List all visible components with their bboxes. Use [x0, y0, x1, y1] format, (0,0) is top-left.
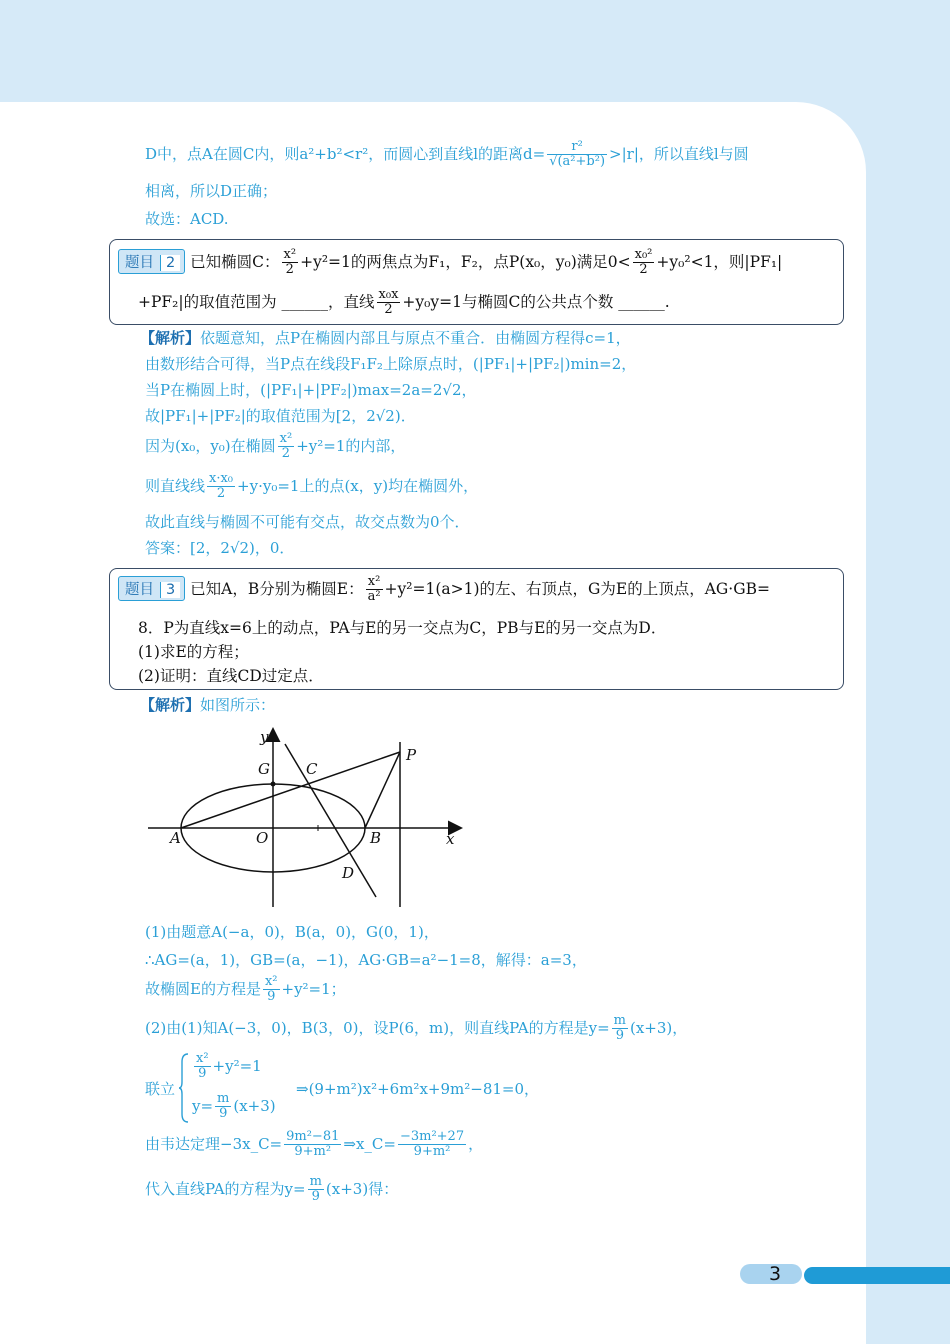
top-solution-line2: 相离，所以D正确；: [145, 182, 278, 200]
top-solution-line1: D中，点A在圆C内，则a²+b²<r²，而圆心到直线l的距离d= $\frac{\text{r²}}{\text{√(a²+b²)}}$ >|r|，所以直线l与圆: [145, 139, 749, 170]
page-number-bar: [740, 1264, 950, 1284]
label-g: G: [258, 760, 270, 778]
solution3-step7: 代入直线PA的方程为y= $\frac{m}{9}$ (x+3)得：: [145, 1174, 399, 1205]
problem3-box: [109, 568, 844, 690]
label-o: O: [256, 829, 269, 847]
solution2-line2: 由数形结合可得，当P点在线段F₁F₂上除原点时，(|PF₁|+|PF₂|)min=2，: [145, 355, 637, 373]
label-b: B: [370, 829, 382, 847]
solution2-line7: 故此直线与椭圆不可能有交点，故交点数为0个．: [145, 513, 470, 531]
solution3-step3: 故椭圆E的方程是 $\frac{\text{x²}}{9}$ +y²=1；: [145, 974, 346, 1005]
line-pa: [181, 752, 400, 828]
solution2-answer: 答案：[2，2√2)，0．: [145, 539, 295, 557]
solution3-step6: 由韦达定理−3x_C= $\frac{\text{9m²−81}}{\text{9+m²}}$ ⇒x_C= $\frac{\text{−3m²+27}}{\text{9+m²}}$ ，: [145, 1129, 484, 1160]
solution3-step1: (1)由题意A(−a，0)，B(a，0)，G(0，1)，: [145, 923, 439, 941]
problem3-line1: 题目 3 已知A，B分别为椭圆E： $\frac{\text{x²}}{\text{a²}}$ +y²=1(a>1)的左、右顶点，G为E的上顶点，AG·GB=: [118, 575, 770, 605]
line-pb: [365, 752, 400, 828]
solution3-system-eq2: y= $\frac{m}{9}$ (x+3): [192, 1091, 276, 1122]
line-cd: [285, 744, 376, 897]
solution3-step4: (2)由(1)知A(−3，0)，B(3，0)，设P(6，m)，则直线PA的方程是y= $\frac{m}{9}$ (x+3)，: [145, 1013, 688, 1044]
solution3-step2: ∴AG=(a，1)，GB=(a，−1)，AG·GB=a²−1=8，解得：a=3，: [145, 951, 587, 969]
solution3-system-result: ⇒(9+m²)x²+6m²x+9m²−81=0，: [296, 1080, 540, 1098]
problem3-line2: 8．P为直线x=6上的动点，PA与E的另一交点为C，PB与E的另一交点为D．: [138, 619, 667, 637]
label-a: A: [170, 829, 181, 847]
problem3-line4: (2)证明：直线CD过定点．: [138, 667, 324, 685]
problem3-line3: (1)求E的方程；: [138, 643, 249, 661]
solution3-system-eq1: $\frac{\text{x²}}{9}$ +y²=1: [196, 1051, 262, 1082]
problem2-box: [109, 239, 844, 325]
problem2-tag: 题目 2: [118, 249, 185, 274]
problem3-tag: 题目 3: [118, 576, 185, 601]
top-solution-line3: 故选：ACD.: [145, 210, 229, 228]
label-p: P: [406, 746, 417, 764]
solution2-line6: 则直线线 $\frac{\text{x·x₀}}{2}$ +y·y₀=1上的点(x，y)均在椭圆外，: [145, 471, 479, 502]
solution2-line4: 故|PF₁|+|PF₂|的取值范围为[2，2√2)．: [145, 407, 416, 425]
solution2-line1: 【解析】依题意知，点P在椭圆内部且与原点不重合．由椭圆方程得c=1，: [140, 329, 631, 347]
label-y: y: [260, 728, 269, 746]
label-c: C: [306, 760, 318, 778]
problem2-line2: +PF₂|的取值范围为 ______，直线 $\frac{\text{x₀x}}{2}$ +y₀y=1与椭圆C的公共点个数 ______.: [138, 287, 670, 318]
page-number: 3: [768, 1263, 782, 1285]
ellipse-figure: [140, 722, 470, 912]
label-x: x: [446, 830, 455, 848]
problem2-line1: 题目 2 已知椭圆C： $\frac{\text{x²}}{2}$ +y²=1的两焦点为F₁，F₂，点P(x₀，y₀)满足0< $\frac{\text{x₀²}}{2}$ +y₀²<1，则|PF₁|: [118, 248, 782, 278]
brace-icon: [178, 1052, 190, 1124]
solution2-line5: 因为(x₀，y₀)在椭圆 $\frac{\text{x²}}{2}$ +y²=1的内部，: [145, 431, 406, 462]
solution3-system-label: 联立: [145, 1080, 176, 1098]
label-d: D: [342, 864, 355, 882]
solution2-line3: 当P在椭圆上时，(|PF₁|+|PF₂|)max=2a=2√2，: [145, 381, 477, 399]
solution3-intro: 【解析】如图所示：: [140, 696, 276, 714]
